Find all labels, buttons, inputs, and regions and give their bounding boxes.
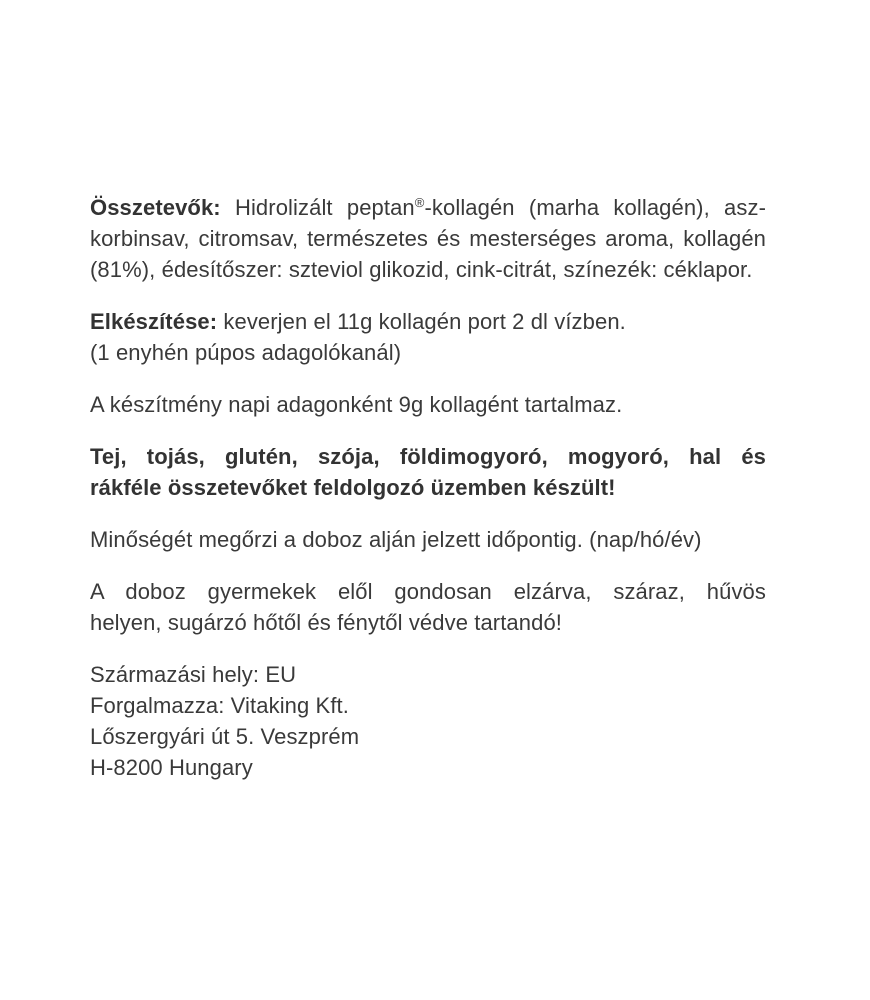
allergen-warning-line-1: Tej, tojás, glutén, szója, földimogyoró, mogyoró, hal és bbox=[90, 444, 766, 469]
preparation-line-1 bbox=[90, 306, 766, 337]
ingredients-line1-rest: -kollagén (marha kollagén), asz- bbox=[424, 195, 767, 220]
distributor-text: Forgalmazza: Vitaking Kft. bbox=[90, 693, 349, 718]
daily-dose-paragraph bbox=[90, 389, 766, 420]
storage-line-2: helyen, sugárzó hőtől és fénytől védve tartandó! bbox=[90, 610, 562, 635]
preparation-instruction: keverjen el 11g kollagén port 2 dl vízben. bbox=[217, 309, 626, 334]
distributor-country-text: H-8200 Hungary bbox=[90, 755, 253, 780]
ingredients-heading: Összetevők: bbox=[90, 195, 221, 220]
preparation-paragraph bbox=[90, 306, 766, 368]
ingredients-line1-text: Hidrolizált peptan bbox=[220, 195, 415, 220]
preparation-heading: Elkészítése: bbox=[90, 309, 218, 334]
origin-text: Származási hely: EU bbox=[90, 662, 297, 687]
allergen-warning-line-2: rákféle összetevőket feldolgozó üzemben készült! bbox=[90, 475, 616, 500]
registered-trademark-icon: ® bbox=[414, 195, 425, 210]
ingredients-paragraph bbox=[90, 192, 766, 285]
preparation-line-2: (1 enyhén púpos adagolókanál) bbox=[90, 340, 402, 365]
best-before-paragraph bbox=[90, 524, 766, 555]
product-label-text-block bbox=[90, 192, 766, 783]
ingredients-line-1 bbox=[90, 192, 766, 223]
storage-paragraph bbox=[90, 576, 766, 638]
distribution-paragraph bbox=[90, 659, 766, 783]
allergen-warning-paragraph bbox=[90, 441, 766, 503]
ingredients-line-2: korbinsav, citromsav, természetes és mesterséges aroma, kollagén bbox=[90, 226, 766, 251]
ingredients-line-3: (81%), édesítőszer: szteviol glikozid, cink-citrát, színezék: céklapor. bbox=[90, 257, 753, 282]
daily-dose-text: A készítmény napi adagonként 9g kollagént tartalmaz. bbox=[90, 392, 623, 417]
storage-line-1: A doboz gyermekek elől gondosan elzárva, száraz, hűvös bbox=[90, 579, 766, 604]
distributor-address-text: Lőszergyári út 5. Veszprém bbox=[90, 724, 360, 749]
best-before-text: Minőségét megőrzi a doboz alján jelzett időpontig. (nap/hó/év) bbox=[90, 527, 702, 552]
